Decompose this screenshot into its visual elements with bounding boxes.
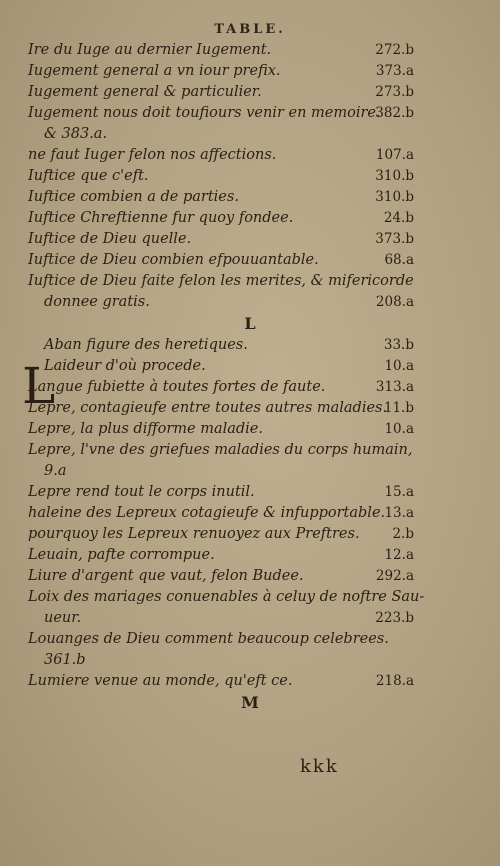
entry-text: 9.a: [44, 463, 67, 479]
index-entry: [0, 187, 500, 208]
index-entry: [0, 271, 500, 292]
entry-page-ref: 10.a: [384, 358, 414, 374]
entry-page-ref: 15.a: [384, 484, 414, 500]
entry-page-ref: 10.a: [384, 421, 414, 437]
entry-page-ref: 13.a: [384, 505, 414, 521]
index-entry: [0, 103, 500, 124]
index-entry: [0, 82, 500, 103]
entry-page-ref: 382.b: [375, 105, 414, 121]
entry-text: Laideur d'où procede.: [44, 358, 206, 374]
entry-text: Iugement nous doit toufiours venir en memoire.: [28, 105, 381, 121]
index-entry: [0, 419, 500, 440]
entry-page-ref: 107.a: [375, 147, 414, 163]
index-entry: [0, 587, 500, 608]
entry-page-ref: 218.a: [375, 673, 414, 689]
entry-page-ref: 11.b: [383, 400, 414, 416]
entry-text: Iugement general a vn iour prefix.: [28, 63, 281, 79]
entry-text: pourquoy les Lepreux renuoyez aux Preftres.: [28, 526, 360, 542]
entry-text: Louanges de Dieu comment beaucoup celebrees.: [28, 631, 389, 647]
entry-text: Lepre, l'vne des griefues maladies du corps humain,: [28, 442, 413, 458]
index-entry: [0, 250, 500, 271]
index-entry: [0, 503, 500, 524]
entries-group-i: [0, 40, 500, 313]
entry-page-ref: 208.a: [375, 294, 414, 310]
index-entry: [0, 482, 500, 503]
entry-text: Iuftice Chreftienne fur quoy fondee.: [28, 210, 294, 226]
entry-page-ref: 24.b: [383, 210, 414, 226]
index-entry: [0, 524, 500, 545]
entry-page-ref: 310.b: [375, 189, 414, 205]
entry-text: Iuftice de Dieu quelle.: [28, 231, 192, 247]
entry-text: Iuftice combien a de parties.: [28, 189, 239, 205]
entry-page-ref: 68.a: [384, 252, 414, 268]
entry-text: Langue fubiette à toutes fortes de faute.: [28, 379, 326, 395]
index-entry: [0, 566, 500, 587]
index-entry: [0, 377, 500, 398]
entry-page-ref: 272.b: [375, 42, 414, 58]
entry-text: Iuftice que c'eft.: [28, 168, 149, 184]
index-entry: [0, 356, 500, 377]
entry-page-ref: 313.a: [375, 379, 414, 395]
entry-text: donnee gratis.: [44, 294, 150, 310]
entry-page-ref: 2.b: [392, 526, 414, 542]
entry-text: Loix des mariages conuenables à celuy de noftre Sau-: [28, 589, 425, 605]
entry-text: & 383.a.: [44, 126, 108, 142]
index-entry: [0, 461, 500, 482]
index-entry: [0, 292, 500, 313]
entry-page-ref: 310.b: [375, 168, 414, 184]
entry-text: Lepre, contagieufe entre toutes autres maladies.: [28, 400, 388, 416]
entry-text: haleine des Lepreux cotagieufe & infupportable.: [28, 505, 386, 521]
entry-text: Lepre, la plus difforme maladie.: [28, 421, 264, 437]
entry-text: Leuain, pafte corrompue.: [28, 547, 215, 563]
index-entry: [0, 398, 500, 419]
index-entry: [0, 629, 500, 650]
index-entries: [0, 40, 500, 714]
entry-page-ref: 223.b: [375, 610, 414, 626]
entry-page-ref: 373.a: [375, 63, 414, 79]
entry-text: Ire du Iuge au dernier Iugement.: [28, 42, 272, 58]
entry-text: Lepre rend tout le corps inutil.: [28, 484, 255, 500]
index-entry: [0, 650, 500, 671]
entry-text: Iugement general & particulier.: [28, 84, 262, 100]
entry-page-ref: 33.b: [383, 337, 414, 353]
entry-page-ref: 292.a: [375, 568, 414, 584]
index-entry: [0, 40, 500, 61]
entries-group-l: [0, 335, 500, 692]
index-entry: [0, 124, 500, 145]
entry-text: Iuftice de Dieu combien efpouuantable.: [28, 252, 319, 268]
index-entry: [0, 208, 500, 229]
index-entry: [0, 335, 500, 356]
entry-text: ne faut Iuger felon nos affections.: [28, 147, 277, 163]
entry-page-ref: 273.b: [375, 84, 414, 100]
drop-cap: L: [22, 357, 56, 415]
page-header: TABLE.: [214, 22, 286, 37]
index-entry: [0, 61, 500, 82]
section-letter-l: L: [244, 314, 256, 333]
index-entry: [0, 145, 500, 166]
entry-text: ueur.: [44, 610, 82, 626]
entry-text: 361.b: [44, 652, 86, 668]
section-letter-m: M: [241, 693, 259, 712]
entry-text: Aban figure des heretiques.: [44, 337, 248, 353]
entry-text: Lumiere venue au monde, qu'eft ce.: [28, 673, 293, 689]
index-entry: [0, 671, 500, 692]
index-entry: [0, 166, 500, 187]
index-entry: [0, 545, 500, 566]
index-entry: [0, 440, 500, 461]
index-entry: [0, 608, 500, 629]
entry-text: Iuftice de Dieu faite felon les merites, & mifericorde: [28, 273, 414, 289]
index-entry: [0, 229, 500, 250]
entry-page-ref: 12.a: [384, 547, 414, 563]
signature-mark: kkk: [300, 756, 339, 777]
entry-text: Liure d'argent que vaut, felon Budee.: [28, 568, 304, 584]
entry-page-ref: 373.b: [375, 231, 414, 247]
